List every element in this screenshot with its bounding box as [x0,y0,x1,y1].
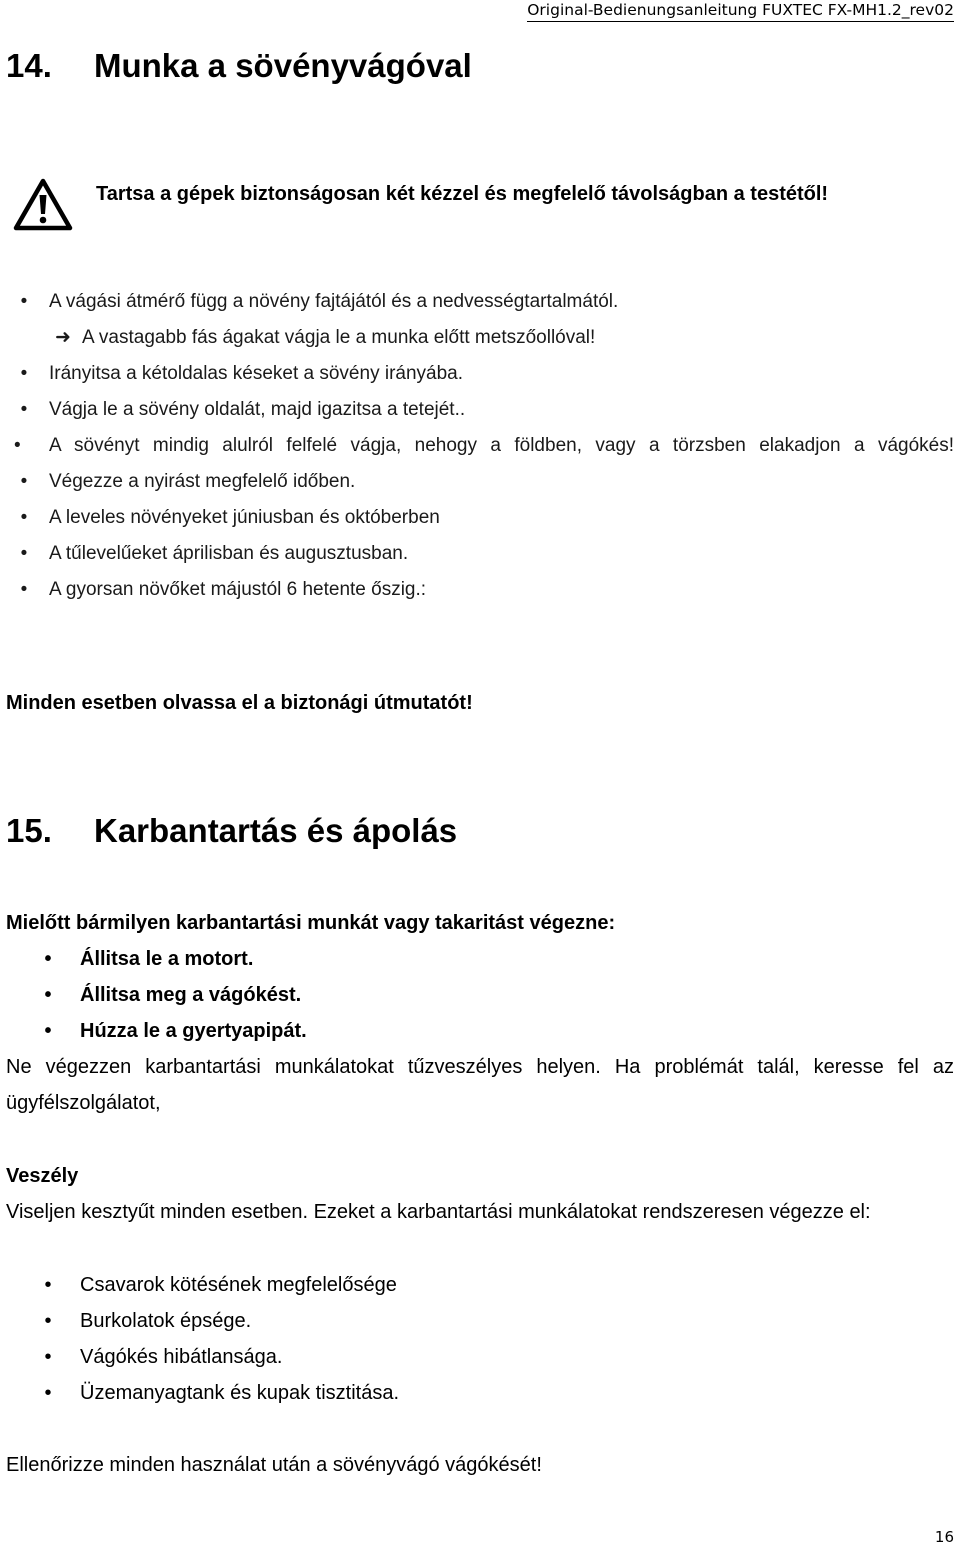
page-number: 16 [934,1528,954,1546]
maintenance-checks-list [0,1267,960,1411]
list-item: • A vágási átmérő függ a növény fajtájától és a nedvességtartalmától. [20,291,619,312]
maintenance-note: Ne végezzen karbantartási munkálatokat tűzveszélyes helyen. Ha problémát talál, keresse fel az ügyfélszolgálatot, [6,1056,954,1114]
section-15-number: 15. [6,812,52,849]
list-item: • A leveles növényeket júniusban és októberben [20,507,440,528]
section-14-number: 14. [6,47,52,84]
list-item: • Vágja le a sövény oldalát, majd igazitsa a tetejét.. [20,399,466,420]
document-header: Original-Bedienungsanleitung FUXTEC FX-MH1.2_rev02 [527,0,954,22]
maintenance-intro: Mielőtt bármilyen karbantartási munkát vagy takaritást végezne: [6,912,616,934]
section-14-heading [6,46,472,86]
section-14-list [0,284,960,608]
list-item: • A tűlevelűeket áprilisban és augusztusban. [20,543,409,564]
section-15-title: Karbantartás és ápolás [94,812,458,849]
safety-reminder: Minden esetben olvassa el a biztonági útmutatót! [6,692,473,714]
list-item: • Üzemanyagtank és kupak tisztitása. [44,1382,400,1404]
warning-triangle-icon [13,178,73,232]
danger-text: Viseljen kesztyűt minden esetben. Ezeket a karbantartási munkálatokat rendszeresen végezze el: [6,1201,871,1223]
list-item: • Vágókés hibátlansága. [44,1346,283,1368]
section-14-title: Munka a sövényvágóval [94,47,472,84]
list-item: ➜ A vastagabb fás ágakat vágja le a munka előtt metszőollóval! [0,320,960,356]
list-item: • A sövényt mindig alulról felfelé vágja, nehogy a földben, vagy a törzsben elakadjon a vágókés! [14,435,954,456]
preparation-steps-list [0,941,960,1049]
list-item: • Állitsa le a motort. [44,948,254,970]
danger-heading: Veszély [6,1165,79,1187]
list-item: • Burkolatok épsége. [44,1310,252,1332]
list-item: • Húzza le a gyertyapipát. [44,1020,307,1042]
final-instruction: Ellenőrizze minden használat után a sövényvágó vágókését! [6,1454,542,1476]
list-item: • Irányitsa a kétoldalas késeket a sövény irányába. [20,363,464,384]
list-item: • Csavarok kötésének megfelelősége [44,1274,397,1296]
section-15-heading [6,811,457,851]
list-item: • A gyorsan növőket májustól 6 hetente őszig.: [20,579,427,600]
warning-text: Tartsa a gépek biztonságosan két kézzel és megfelelő távolságban a testétől! [96,183,829,205]
list-item: • Állitsa meg a vágókést. [44,984,302,1006]
arrow-right-icon: ➜ [55,327,71,348]
list-item: • Végezze a nyirást megfelelő időben. [20,471,356,492]
